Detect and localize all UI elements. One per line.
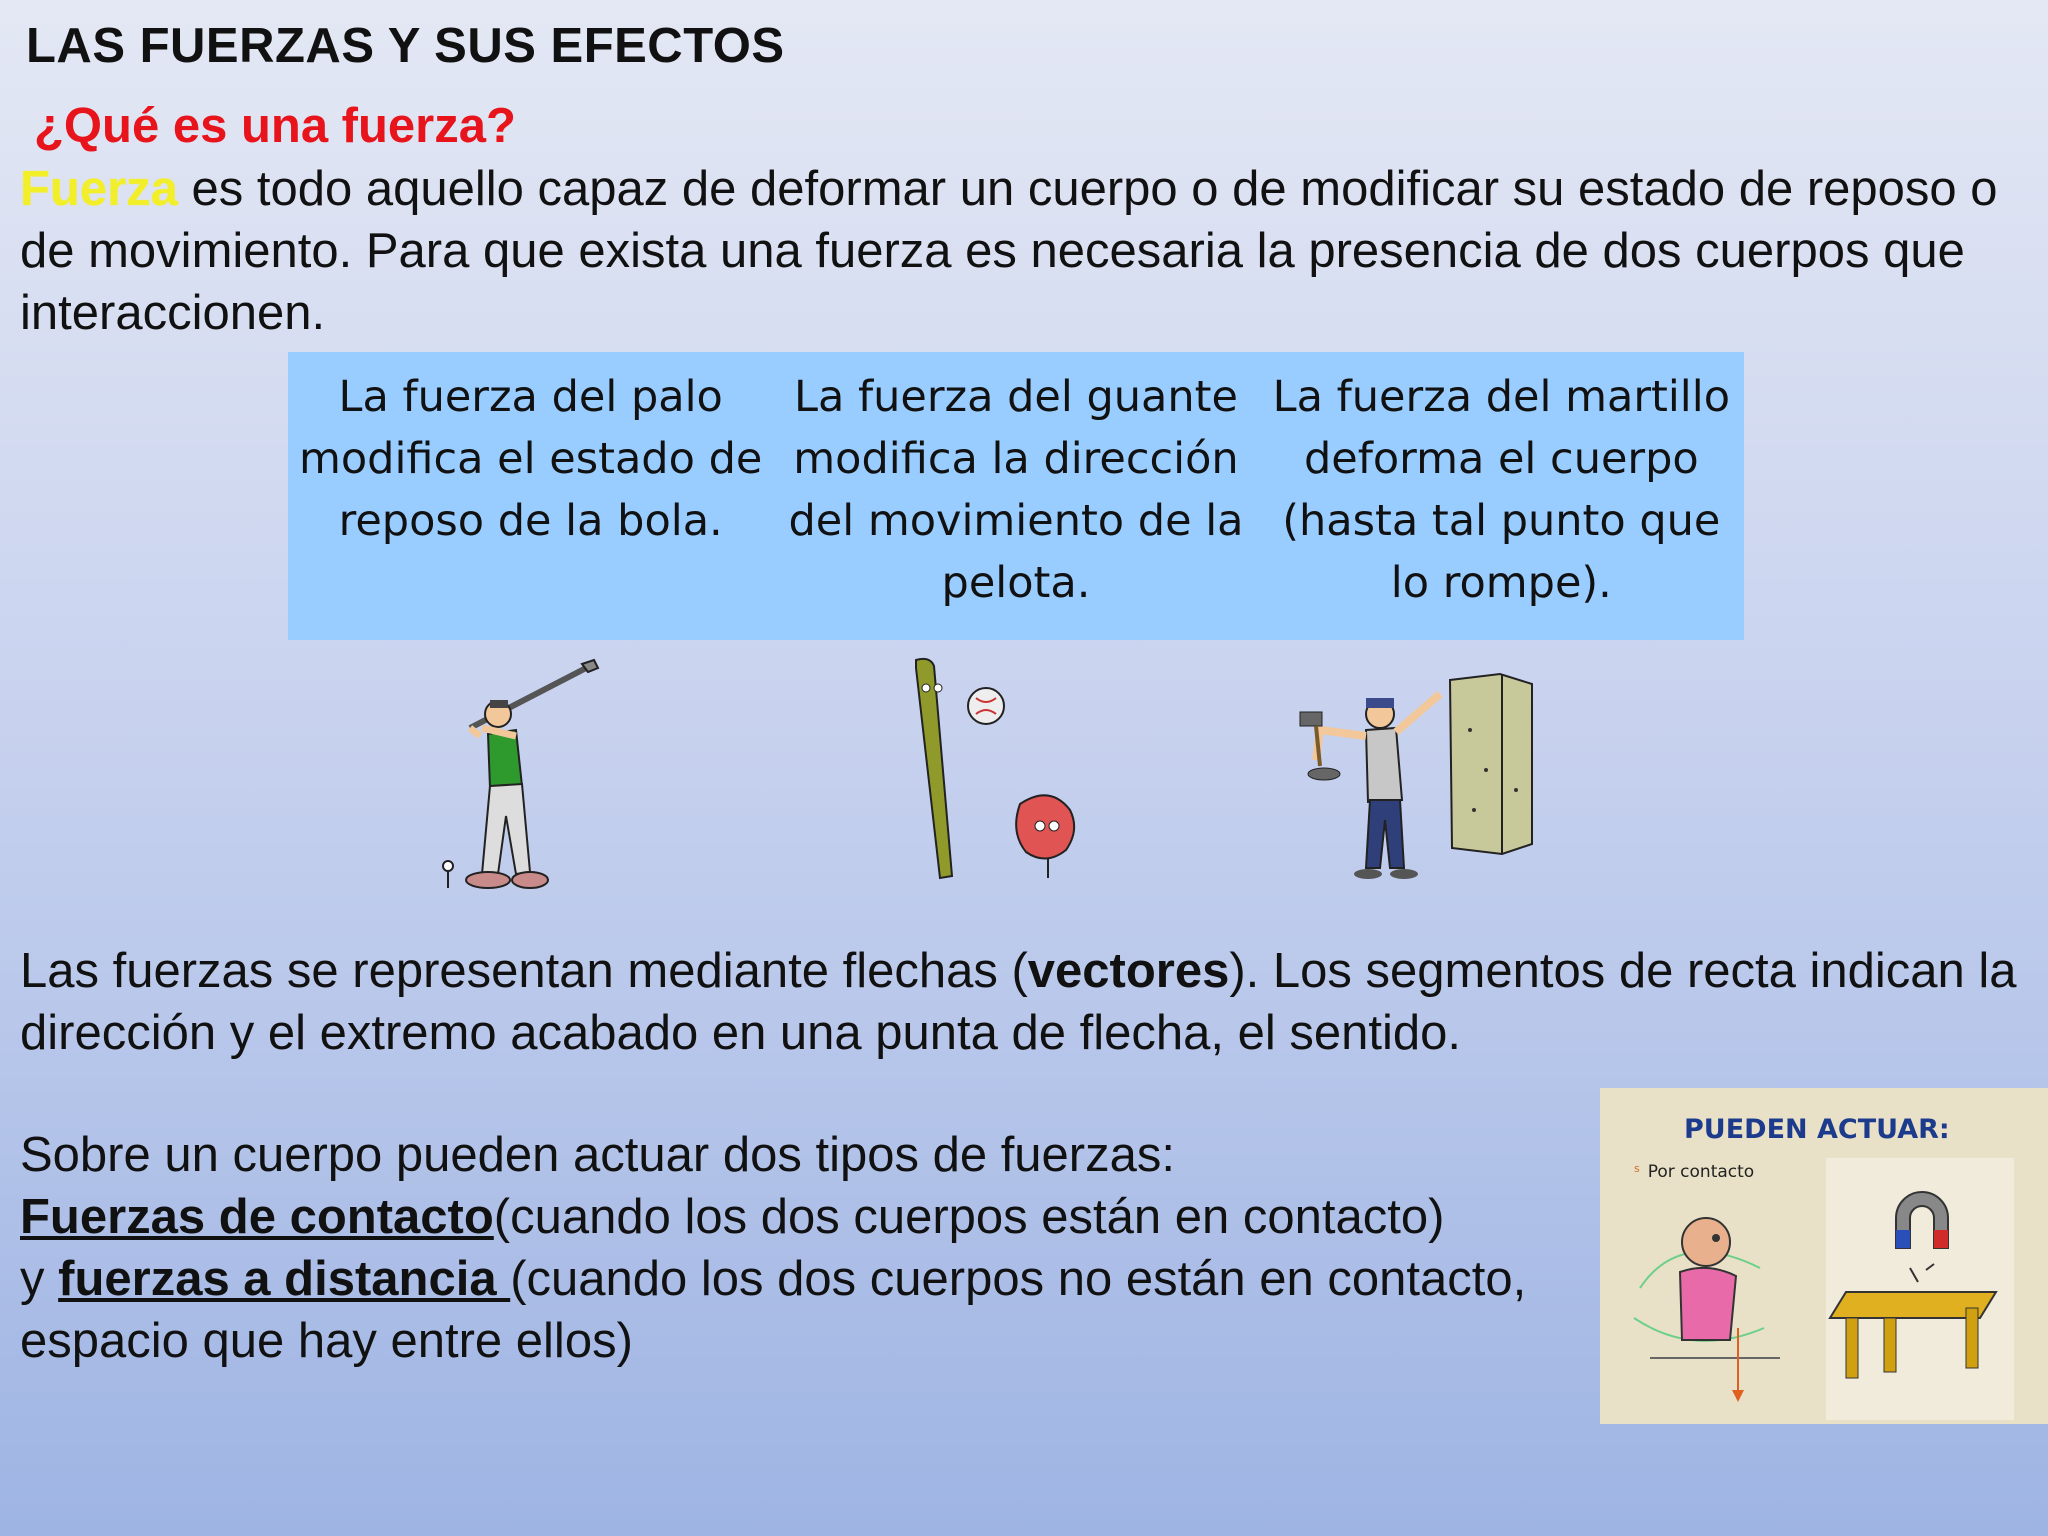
contact-forces-term: Fuerzas de contacto [20,1190,494,1244]
force-types-paragraph [20,1124,1600,1372]
distance-forces-term: fuerzas a distancia [58,1252,511,1306]
vectors-text-after: ). Los segmentos de recta indican la dirección y el extremo acabado en una punta de flecha, el sentido. [20,944,2017,1060]
example-glove-text: La fuerza del guante modifica la dirección del movimiento de la pelota. [788,372,1244,608]
types-line-4: espacio que hay entre ellos) [20,1314,633,1368]
contact-force-illustration [1630,1198,1790,1408]
example-golf-text: La fuerza del palo modifica el estado de reposo de la bola. [298,372,763,546]
types-line-2 [20,1186,1600,1248]
magnet-table-illustration [1826,1158,2014,1420]
examples-illustrations [0,650,2048,910]
panel-title: PUEDEN ACTUAR: [1684,1114,1950,1145]
distance-subpanel [1826,1158,2014,1420]
distance-forces-desc: (cuando los dos cuerpos no están en contacto, [510,1252,1527,1306]
highlight-word: Fuerza [20,162,178,216]
intro-text: es todo aquello capaz de deformar un cuerpo o de modificar su estado de reposo o de movimiento. Para que exista una fuerza es necesaria la presencia de dos cuerpos que interaccionen. [20,162,1998,340]
force-types-panel [1600,1088,2048,1424]
contact-label: Por contacto [1647,1162,1755,1182]
types-line-3 [20,1248,1600,1310]
bat-glove-illustration [900,654,1110,914]
slide-title: LAS FUERZAS Y SUS EFECTOS [26,19,785,73]
bullet-icon: s [1634,1162,1640,1175]
types-line-1: Sobre un cuerpo pueden actuar dos tipos de fuerzas: [20,1128,1175,1182]
types-y: y [20,1252,59,1306]
question-heading: ¿Qué es una fuerza? [34,99,516,153]
golfer-illustration [430,656,600,906]
vectors-bold: vectores [1027,944,1230,998]
vectors-text-before: Las fuerzas se representan mediante flechas ( [20,944,1028,998]
hammer-block-illustration [1290,670,1550,890]
examples-box [288,352,1744,640]
vectors-paragraph [20,940,2020,1064]
contact-forces-desc: (cuando los dos cuerpos están en contacto) [493,1190,1445,1244]
panel-label-contact [1634,1162,1754,1182]
example-hammer-text: La fuerza del martillo deforma el cuerpo (hasta tal punto que lo rompe). [1272,372,1731,608]
intro-paragraph [20,158,2020,344]
